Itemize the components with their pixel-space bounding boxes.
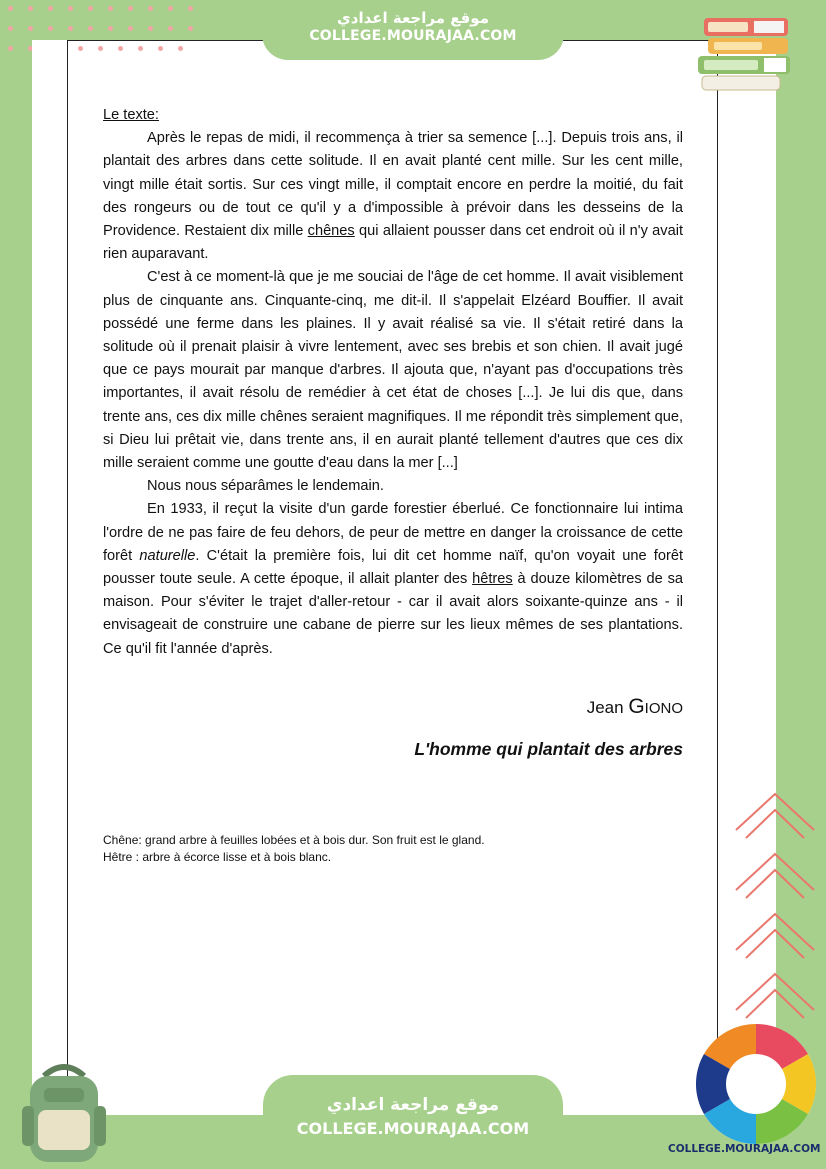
site-banner-bottom[interactable] bbox=[263, 1075, 563, 1169]
paragraph-text: C'est à ce moment-là que je me souciai de l'âge de cet homme. Il avait visiblement plus de cinquante ans. Cinquante-cinq, me dit-il. Il s'appelait Elzéard Bouffier. Il avait possédé une ferme dans les plaines. Il y avait réalisé sa vie. Il s'était retiré dans la solitude où il prenait plaisir à vivre lentement, avec ses brebis et son chien. Il avait jugé que ce pays mourait par manque d'arbres. Il ajouta que, n'ayant pas d'occupations très importantes, il avait résolu de remédier à cet état de choses [...]. Je lui dis que, dans trente ans, ces dix mille chênes seraient magnifiques. Il me répondit très simplement que, si Dieu lui prêtait vie, dans trente ans, il en aurait planté tellement d'autres que ces dix mille seraient comme une goutte d'eau dans la mer [...] bbox=[103, 269, 683, 472]
paragraph-text: En 1933, il reçut la visite d'un garde forestier éberlué. Ce fonctionnaire lui intima l'ordre de ne pas faire de feu dehors, de peur de mettre en danger la croissance de cette forêt bbox=[103, 501, 683, 564]
paragraph-text: Nous nous séparâmes le lendemain. bbox=[147, 478, 384, 495]
paragraph-4 bbox=[103, 498, 683, 660]
site-url[interactable]: COLLEGE.MOURAJAA.COM bbox=[309, 28, 517, 44]
site-url[interactable]: COLLEGE.MOURAJAA.COM bbox=[296, 1119, 530, 1138]
books-stack-icon bbox=[690, 8, 810, 98]
word-chenes: chênes bbox=[307, 223, 355, 240]
author-rest: IONO bbox=[644, 700, 683, 717]
paragraph-text: qui allaient pousser dans cet endroit où il n'y avait rien auparavant. bbox=[103, 223, 684, 263]
vocabulary-notes bbox=[103, 832, 663, 866]
site-name-arabic: موقع مراجعة اعدادي bbox=[326, 1095, 500, 1115]
paragraph-text: . C'était la première fois, lui dit cet homme naïf, qu'on voyait une forêt pousser toute seule. A cette époque, il allait planter des bbox=[103, 547, 683, 588]
book-title: L'homme qui plantait des arbres bbox=[414, 739, 683, 759]
text-body bbox=[103, 104, 683, 661]
word-hetres: hêtres bbox=[472, 571, 513, 588]
dots-decoration-inner bbox=[68, 40, 208, 60]
text-heading: Le texte: bbox=[103, 107, 159, 123]
paragraph-2 bbox=[103, 266, 683, 475]
site-name-arabic: موقع مراجعة اعدادي bbox=[337, 9, 489, 27]
brand-footer[interactable]: COLLEGE.MOURAJAA.COM bbox=[668, 1143, 821, 1155]
paragraph-text: à douze kilomètres de sa maison. Pour s'éviter le trajet d'aller-retour - car il avait alors soixante-quinze ans - il envisageait de construire une cabane de pierre sur les lieux mêmes de ses plantations. Ce qu'il fit l'année d'après. bbox=[103, 571, 684, 657]
paragraph-1 bbox=[103, 127, 683, 266]
subjects-wheel-icon bbox=[694, 1022, 818, 1146]
backpack-icon bbox=[14, 1058, 114, 1166]
note-chene: Chêne: grand arbre à feuilles lobées et à bois dur. Son fruit est le gland. bbox=[103, 833, 485, 847]
chevrons-decoration-icon bbox=[730, 790, 820, 1030]
paragraph-3 bbox=[103, 475, 683, 498]
word-naturelle: naturelle bbox=[139, 547, 196, 564]
note-hetre: Hêtre : arbre à écorce lisse et à bois blanc. bbox=[103, 850, 332, 864]
site-banner-top[interactable] bbox=[262, 0, 564, 60]
author-initial: G bbox=[628, 695, 645, 718]
author-name bbox=[440, 695, 683, 719]
paragraph-text: Après le repas de midi, il recommença à trier sa semence [...]. Depuis trois ans, il plantait des arbres dans cette solitude. Il en avait planté cent mille. Sur les cent mille, vingt mille était sortis. Sur ces vingt mille, il comptait encore en perdre la moitié, du fait des rongeurs ou de tout ce qu'il y a d'impossible à prévoir dans les desseins de la Providence. Restaient dix mille bbox=[103, 130, 683, 240]
author-first: Jean bbox=[586, 698, 624, 717]
